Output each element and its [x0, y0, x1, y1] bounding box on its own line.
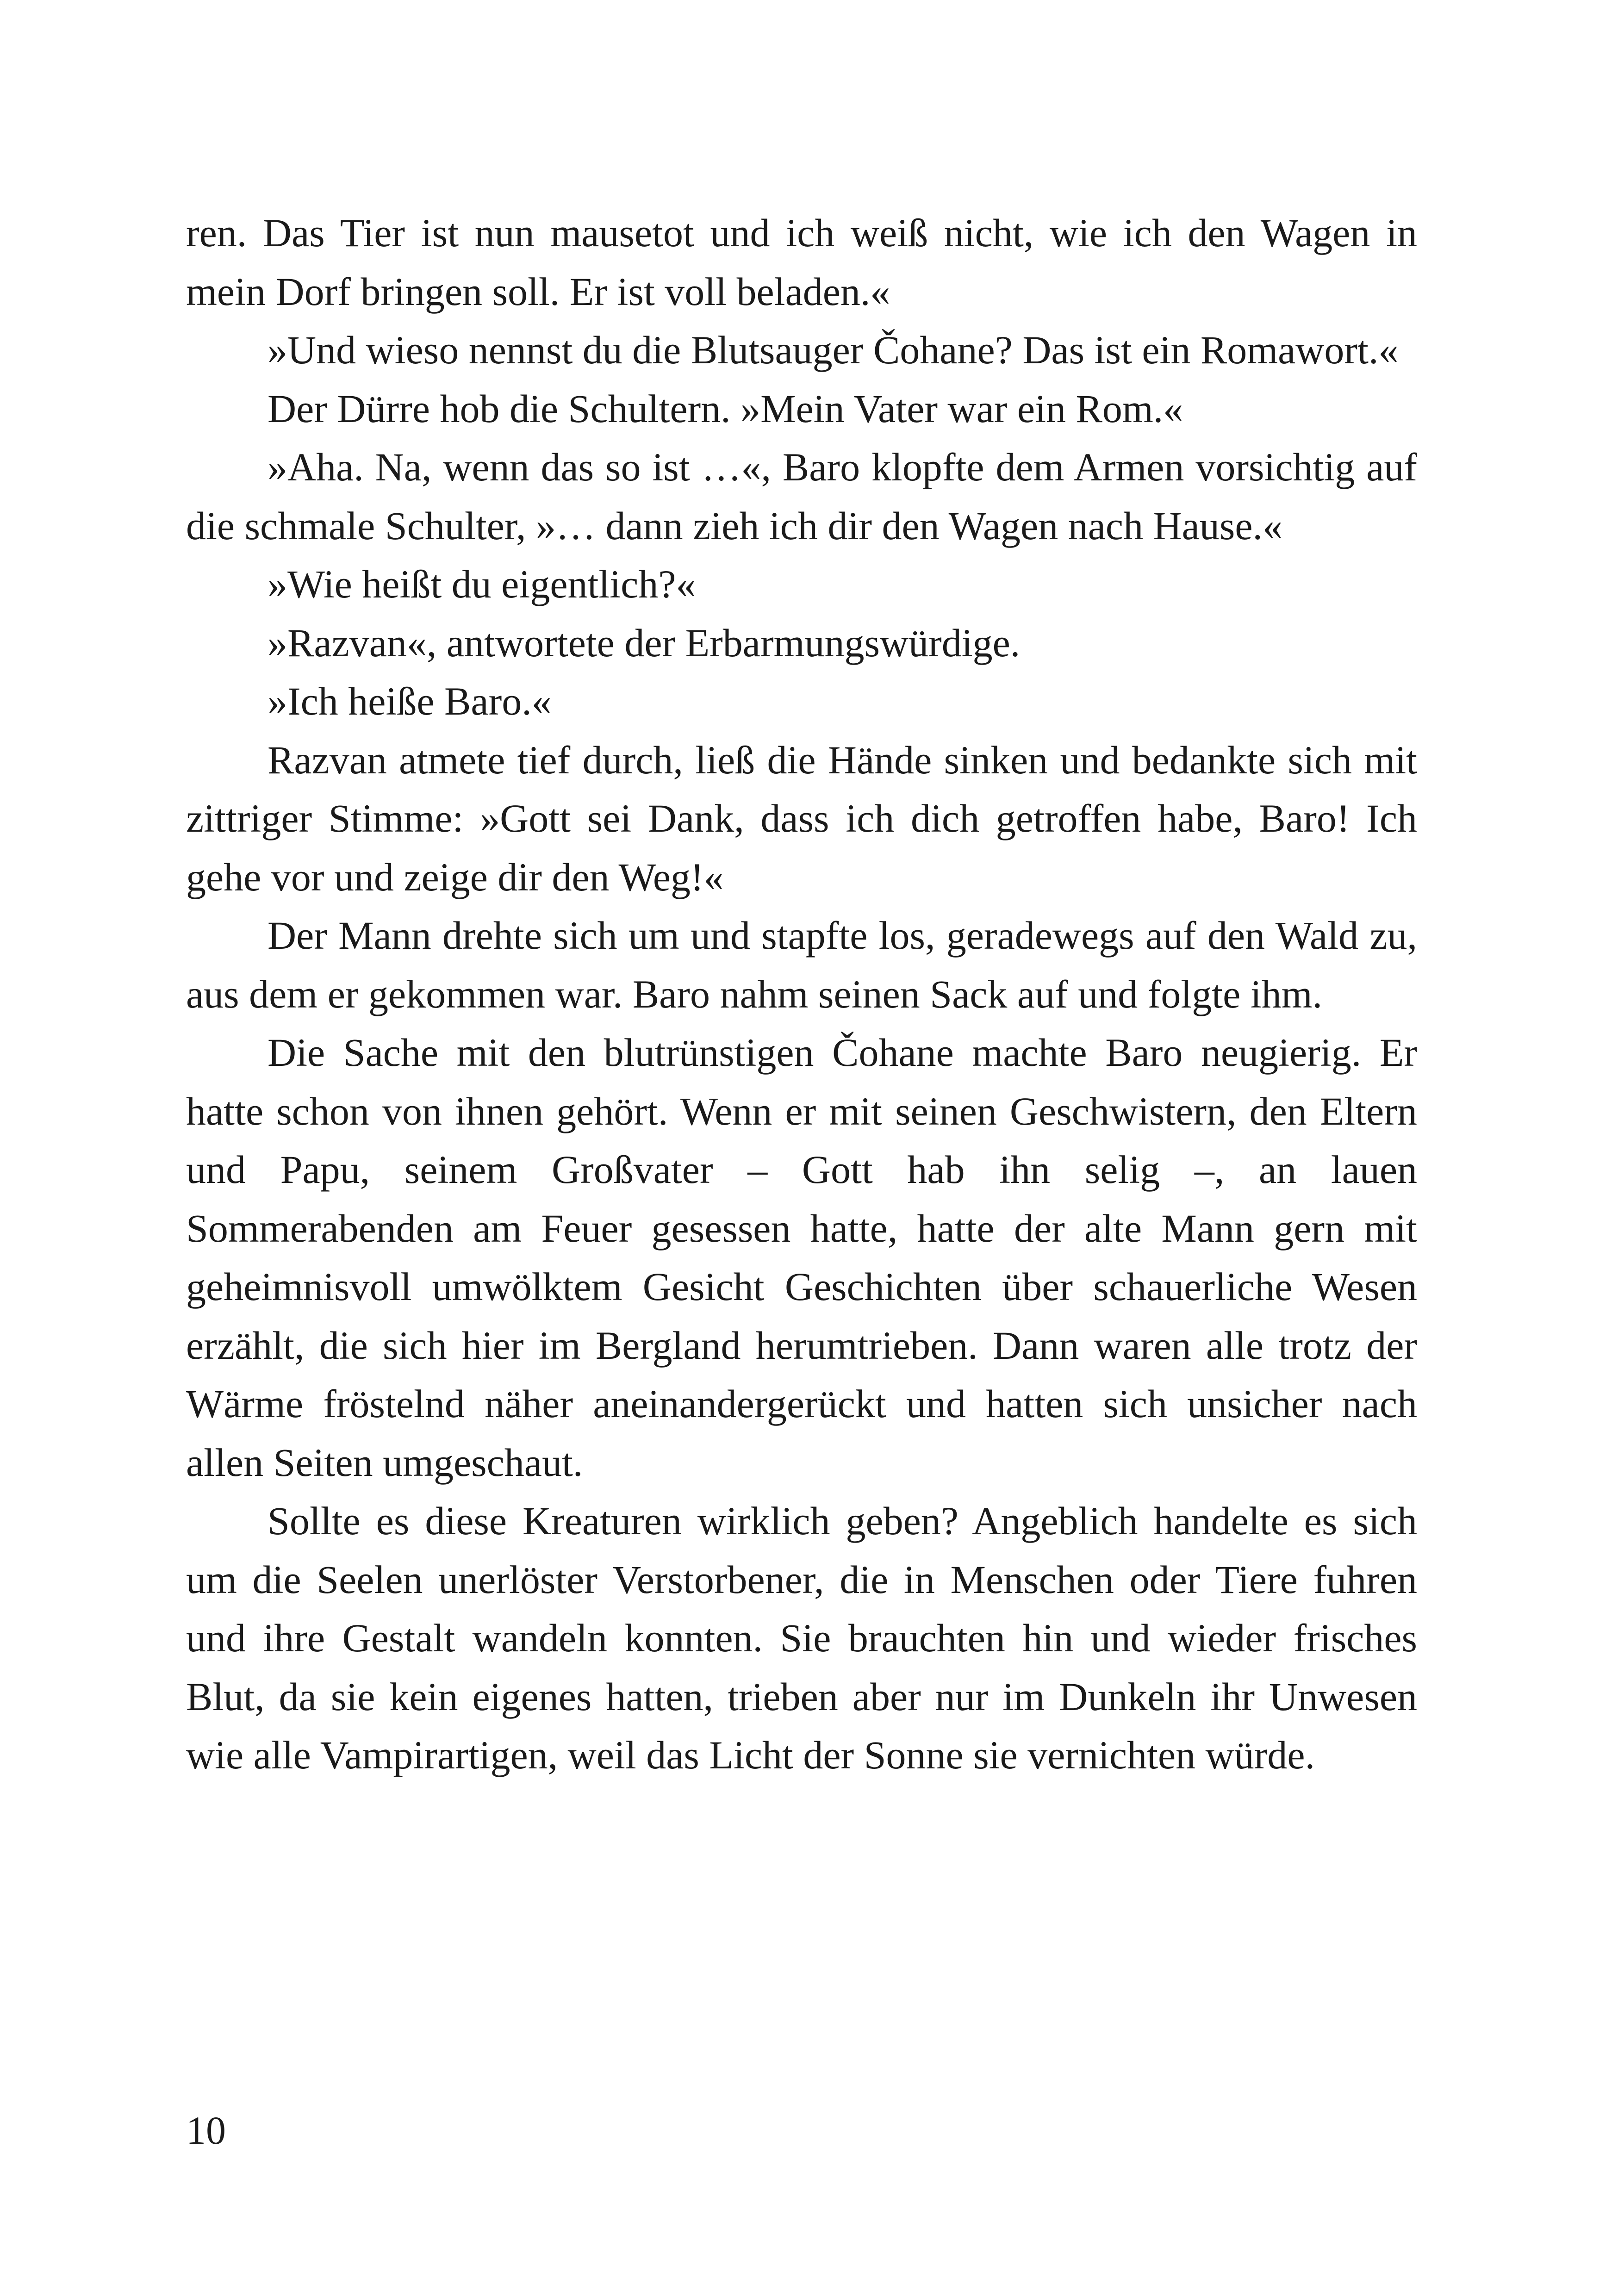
- paragraph: »Wie heißt du eigentlich?«: [268, 562, 696, 606]
- paragraph: Der Mann drehte sich um und stapfte los, geradewegs auf den Wald zu, aus dem er gekommen war. Baro nahm seinen Sack auf und folgte ihm.: [186, 913, 1417, 1016]
- page-number: 10: [186, 2108, 226, 2153]
- paragraph: Razvan atmete tief durch, ließ die Hände sinken und bedankte sich mit zittriger Stimme: »Gott sei Dank, dass ich dich getroffen habe, Baro! Ich gehe vor und zeige dir den Weg!«: [186, 737, 1417, 899]
- body-text: [186, 204, 1417, 1785]
- paragraph: Sollte es diese Kreaturen wirklich geben? Angeblich handelte es sich um die Seelen unerlöster Verstorbener, die in Menschen oder Tiere fuhren und ihre Gestalt wandeln konnten. Sie brauchten hin und wieder frisches Blut, da sie kein eigenes hatten, trieben aber nur im Dunkeln ihr Unwesen wie alle Vampirartigen, weil das Licht der Sonne sie vernichten würde.: [186, 1499, 1417, 1777]
- paragraph: »Aha. Na, wenn das so ist …«, Baro klopfte dem Armen vorsichtig auf die schmale Schulter, »… dann zieh ich dir den Wagen nach Hause.«: [186, 445, 1417, 548]
- paragraph: »Und wieso nennst du die Blutsauger Čohane? Das ist ein Romawort.«: [268, 328, 1399, 372]
- paragraph: ren. Das Tier ist nun mausetot und ich weiß nicht, wie ich den Wagen in mein Dorf bringen soll. Er ist voll beladen.«: [186, 211, 1417, 314]
- paragraph: »Razvan«, antwortete der Erbarmungswürdige.: [268, 620, 1021, 665]
- paragraph: Die Sache mit den blutrünstigen Čohane machte Baro neugierig. Er hatte schon von ihnen gehört. Wenn er mit seinen Geschwistern, den Eltern und Papu, seinem Großvater – Gott hab ihn selig –, an lauen Sommerabenden am Feuer gesessen hatte, hatte der alte Mann gern mit geheimnisvoll umwölktem Gesicht Geschichten über schauerliche Wesen erzählt, die sich hier im Bergland herumtrieben. Dann waren alle trotz der Wärme fröstelnd näher aneinandergerückt und hatten sich unsicher nach allen Seiten umgeschaut.: [186, 1030, 1417, 1485]
- paragraph: »Ich heiße Baro.«: [268, 679, 552, 723]
- paragraph: Der Dürre hob die Schultern. »Mein Vater war ein Rom.«: [268, 386, 1183, 431]
